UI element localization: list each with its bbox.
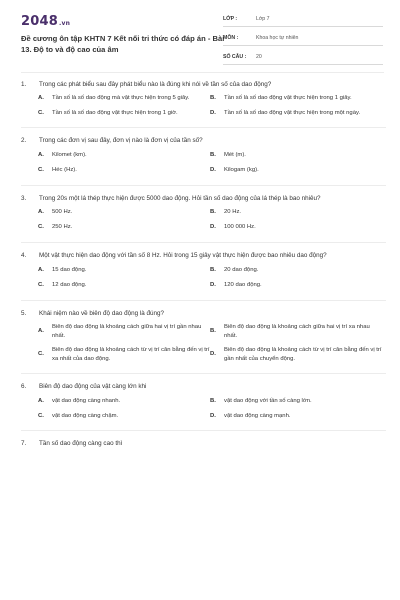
option-d[interactable] [210, 109, 382, 118]
option-c[interactable] [38, 109, 210, 118]
option-d[interactable] [210, 281, 382, 290]
option-letter: B. [210, 328, 216, 335]
option-text: vật dao động với tần số càng lớn. [224, 397, 312, 404]
question-number: 5. [21, 309, 27, 317]
option-text: vật dao động càng nhanh. [52, 397, 121, 404]
option-letter: D. [210, 412, 216, 419]
option-text: vật dao động càng chậm. [52, 412, 119, 419]
meta-value: Khoa học tự nhiên [256, 35, 299, 41]
option-letter: D. [210, 224, 216, 231]
question-stem [21, 251, 386, 260]
option-a[interactable] [38, 396, 210, 405]
option-text: Tần số là số dao động vật thực hiện trong một ngày. [224, 109, 361, 116]
meta-label: MÔN : [223, 35, 239, 41]
question-stem [21, 439, 386, 448]
question-stem [21, 80, 386, 89]
meta-row-subject [223, 31, 383, 46]
option-letter: A. [38, 152, 44, 159]
option-text: Biên độ dao động là khoảng cách từ vị trí cân bằng đến vị trí gần nhất của chuyển động. [224, 347, 382, 362]
option-text: 250 Hz. [52, 224, 73, 231]
question-5 [21, 309, 386, 374]
question-text: Trong 20s một lá thép thực hiện được 5000 dao động. Hỏi tần số dao động của lá thép là bao nhiêu? [39, 194, 321, 202]
document-title: Đề cương ôn tập KHTN 7 Kết nối tri thức có đáp án - Bài 13. Độ to và độ cao của âm [21, 34, 225, 54]
logo-text: 2048 [21, 14, 58, 29]
question-text: Khái niệm nào về biên độ dao động là đúng? [39, 309, 164, 317]
meta-row-question-count [223, 50, 383, 65]
option-text: Héc (Hz). [52, 167, 77, 174]
header-divider [21, 72, 384, 73]
option-text: Tần số là số dao động mà vật thực hiện trong 5 giây. [52, 95, 190, 102]
question-stem [21, 309, 386, 318]
option-letter: C. [38, 109, 44, 116]
option-letter: D. [210, 167, 216, 174]
meta-label: SỐ CÂU : [223, 54, 247, 60]
question-divider [21, 242, 386, 243]
option-letter: B. [210, 95, 216, 102]
option-a[interactable] [38, 323, 210, 340]
option-text: Kilomet (km). [52, 152, 87, 159]
option-letter: D. [210, 109, 216, 116]
question-number: 1. [21, 81, 27, 88]
option-letter: D. [210, 351, 216, 358]
question-1 [21, 80, 386, 128]
answer-options [21, 151, 386, 181]
question-stem [21, 382, 386, 391]
option-text: Kilogam (kg). [224, 167, 259, 174]
option-letter: A. [38, 266, 44, 273]
option-b[interactable] [210, 151, 382, 160]
option-d[interactable] [210, 411, 382, 420]
meta-row-grade [223, 12, 383, 27]
option-b[interactable] [210, 396, 382, 405]
option-letter: D. [210, 281, 216, 288]
question-stem [21, 136, 386, 145]
document-header [0, 0, 400, 70]
option-c[interactable] [38, 166, 210, 175]
option-c[interactable] [38, 281, 210, 290]
option-b[interactable] [210, 94, 382, 103]
option-text: 20 Hz. [224, 209, 242, 216]
option-text: 15 dao động. [52, 266, 87, 273]
answer-options [21, 396, 386, 426]
option-text: 20 dao động. [224, 266, 259, 273]
option-a[interactable] [38, 208, 210, 217]
option-text: Mét (m). [224, 152, 246, 159]
option-letter: C. [38, 281, 44, 288]
question-number: 6. [21, 383, 27, 391]
question-divider [21, 430, 386, 431]
option-b[interactable] [210, 208, 382, 217]
document-meta [223, 12, 383, 69]
option-letter: C. [38, 351, 44, 358]
answer-options [21, 266, 386, 296]
answer-options [21, 323, 386, 369]
option-text: vật dao động càng mạnh. [224, 412, 291, 419]
option-c[interactable] [38, 411, 210, 420]
option-letter: B. [210, 266, 216, 273]
question-divider [21, 300, 386, 301]
question-list [21, 80, 386, 457]
option-letter: A. [38, 209, 44, 216]
question-2 [21, 136, 386, 185]
option-c[interactable] [38, 346, 210, 363]
question-text: Tần số dao động càng cao thì [39, 440, 123, 448]
option-letter: C. [38, 412, 44, 419]
option-text: Biên độ dao động là khoảng cách giữa hai vị trí gần nhau nhất. [52, 324, 202, 339]
question-stem [21, 194, 386, 203]
question-number: 2. [21, 137, 27, 145]
question-text: Trong các đơn vị sau đây, đơn vị nào là đơn vị của tần số? [39, 137, 203, 145]
option-letter: A. [38, 328, 44, 335]
option-d[interactable] [210, 346, 382, 363]
option-text: 500 Hz. [52, 209, 73, 216]
question-number: 4. [21, 252, 27, 260]
option-a[interactable] [38, 94, 210, 103]
answer-options [21, 208, 386, 238]
option-c[interactable] [38, 223, 210, 232]
option-text: 12 dao động. [52, 281, 87, 288]
option-a[interactable] [38, 151, 210, 160]
option-letter: B. [210, 397, 216, 404]
option-text: Biên độ dao động là khoảng cách từ vị trí cân bằng đến vị trí xa nhất của dao động. [52, 347, 210, 362]
question-number: 3. [21, 194, 27, 202]
question-text: Trong các phát biểu sau đây phát biểu nào là đúng khi nói về tần số của dao động? [39, 81, 272, 88]
question-divider [21, 127, 386, 128]
logo-suffix: .vn [58, 20, 71, 27]
question-7 [21, 439, 386, 448]
meta-label: LỚP : [223, 16, 238, 22]
meta-value: 20 [256, 54, 262, 60]
question-text: Một vật thực hiện dao động với tần số 8 Hz. Hỏi trong 15 giây vật thực hiện được bao nhiêu dao động? [39, 252, 327, 260]
option-letter: A. [38, 95, 44, 102]
option-text: Tần số là số dao động vật thực hiện trong 1 giờ. [52, 109, 178, 116]
option-a[interactable] [38, 266, 210, 275]
question-6 [21, 382, 386, 431]
question-divider [21, 373, 386, 374]
meta-value: Lớp 7 [256, 16, 270, 22]
option-letter: B. [210, 209, 216, 216]
option-d[interactable] [210, 223, 382, 232]
option-letter: C. [38, 224, 44, 231]
option-letter: B. [210, 152, 216, 159]
option-b[interactable] [210, 323, 382, 340]
option-text: Biên độ dao động là khoảng cách giữa hai vị trí xa nhau nhất. [224, 324, 370, 339]
option-letter: A. [38, 397, 44, 404]
answer-options [21, 94, 386, 123]
question-4 [21, 251, 386, 300]
site-logo[interactable] [21, 14, 70, 29]
option-b[interactable] [210, 266, 382, 275]
option-text: 100 000 Hz. [224, 224, 256, 231]
option-text: Tần số là số dao động vật thực hiện trong 1 giây. [224, 95, 352, 102]
option-text: 120 dao động. [224, 281, 262, 288]
question-number: 7. [21, 440, 27, 448]
option-letter: C. [38, 167, 44, 174]
option-d[interactable] [210, 166, 382, 175]
question-3 [21, 194, 386, 243]
question-divider [21, 185, 386, 186]
question-text: Biên độ dao động của vật càng lớn khi [39, 383, 147, 391]
